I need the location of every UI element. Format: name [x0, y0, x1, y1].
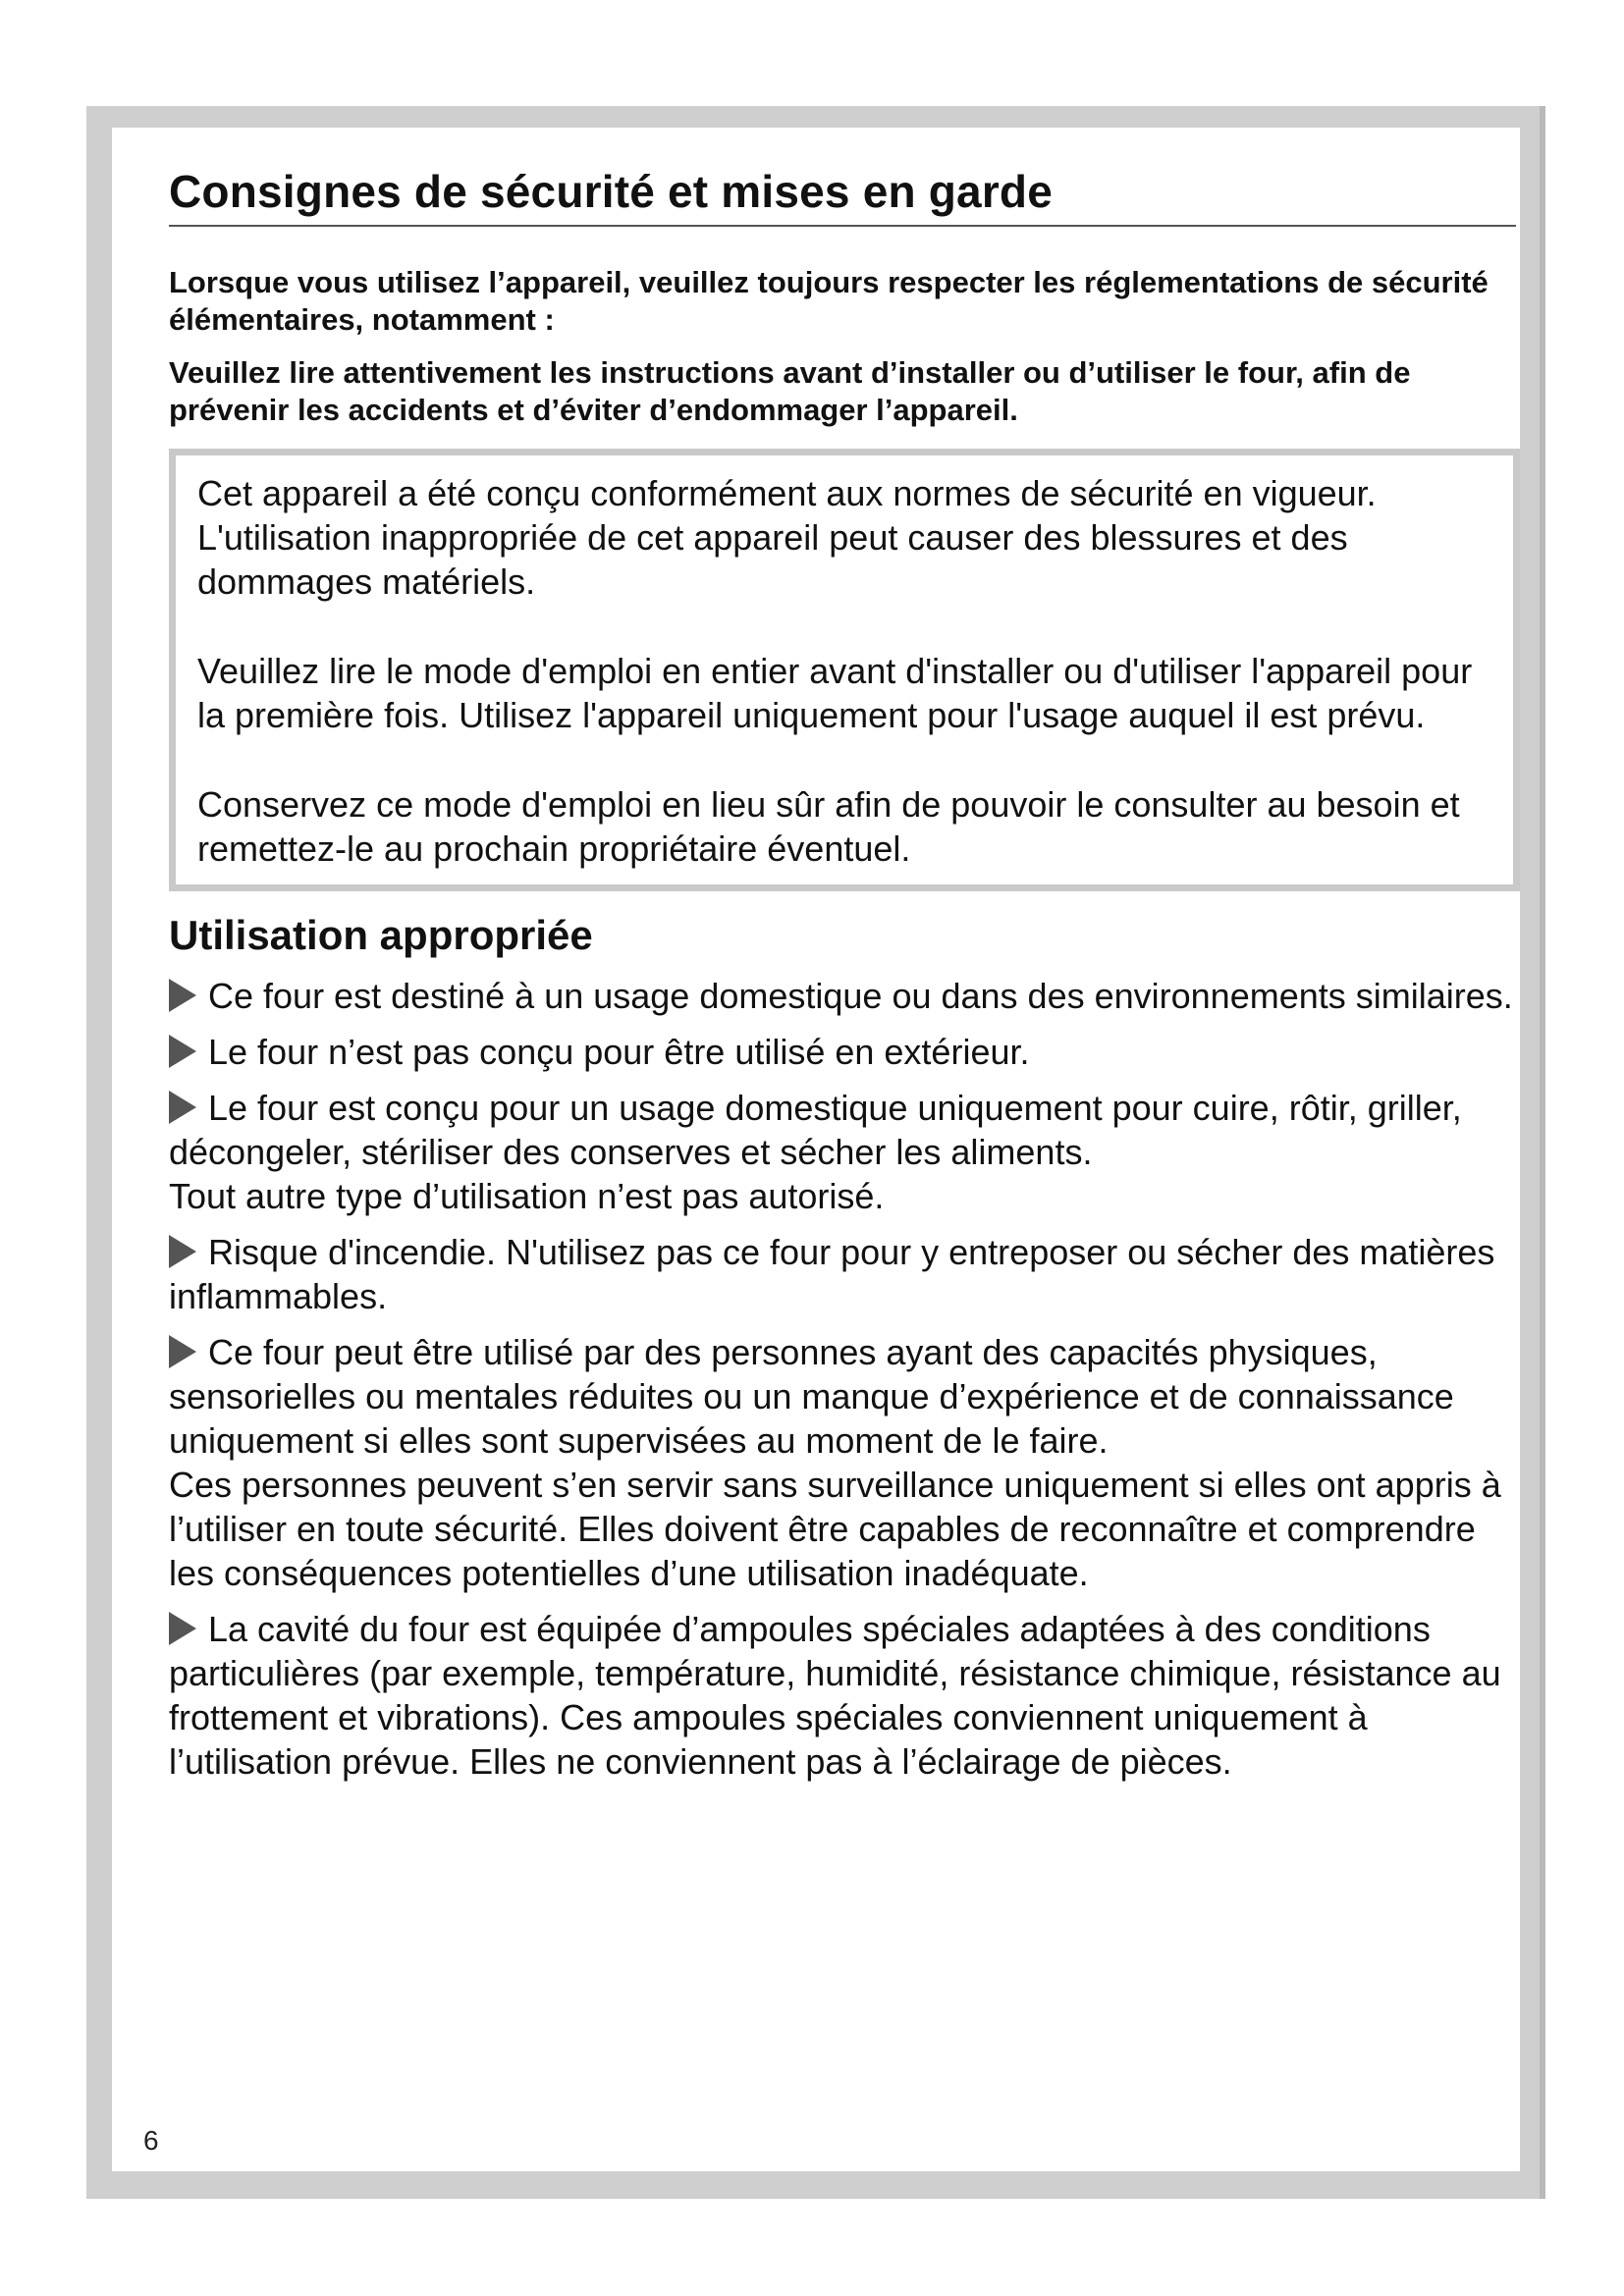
play-triangle-icon	[169, 1612, 196, 1645]
notice-paragraph: Veuillez lire le mode d'emploi en entier avant d'installer ou d'utiliser l'appareil pour la première fois. Utilisez l'appareil uniquement pour l'usage auquel il est prévu.	[197, 651, 1473, 735]
play-triangle-icon	[169, 979, 196, 1012]
list-item	[169, 1230, 1516, 1318]
notice-paragraph: Cet appareil a été conçu conformément aux normes de sécurité en vigueur. L'utilisation inappropriée de cet appareil peut causer des blessures et des dommages matériels.	[197, 473, 1377, 602]
list-item-text: La cavité du four est équipée d’ampoules spéciales adaptées à des conditions particulières (par exemple, température, humidité, résistance chimique, résistance au frottement et vibrations). Ces ampoules spéciales conviennent uniquement à l’utilisation prévue. Elles ne conviennent pas à l’éclairage de pièces.	[169, 1609, 1501, 1782]
list-item	[169, 1330, 1516, 1595]
notice-paragraph: Conservez ce mode d'emploi en lieu sûr afin de pouvoir le consulter au besoin et remettez-le au prochain propriétaire éventuel.	[197, 784, 1460, 869]
list-item	[169, 974, 1516, 1018]
usage-list	[169, 974, 1516, 1784]
list-item-text: Ce four peut être utilisé par des personnes ayant des capacités physiques, sensorielles ou mentales réduites ou un manque d’expérience et de connaissance uniquement si elles sont supervisées au moment de le faire.	[169, 1332, 1454, 1461]
page-number: 6	[143, 2125, 159, 2156]
play-triangle-icon	[169, 1235, 196, 1268]
intro-paragraph-read-instructions: Veuillez lire attentivement les instructions avant d’installer ou d’utiliser le four, afin de prévenir les accidents et d’éviter d’endommager l’appareil.	[169, 355, 1411, 427]
list-item	[169, 1086, 1516, 1218]
list-item-text: Le four est conçu pour un usage domestique uniquement pour cuire, rôtir, griller, décongeler, stériliser des conserves et sécher les aliments.	[169, 1088, 1462, 1172]
play-triangle-icon	[169, 1335, 196, 1368]
intro-paragraph-safety: Lorsque vous utilisez l’appareil, veuillez toujours respecter les réglementations de sécurité élémentaires, notamment :	[169, 265, 1489, 337]
play-triangle-icon	[169, 1091, 196, 1124]
page-content	[169, 164, 1516, 1795]
page-frame	[86, 106, 1545, 2199]
list-item	[169, 1030, 1516, 1074]
list-item-text: Ce four est destiné à un usage domestique ou dans des environnements similaires.	[208, 976, 1513, 1016]
section-heading: Utilisation appropriée	[169, 912, 593, 958]
safety-notice-box	[169, 449, 1520, 891]
list-item-continuation: Tout autre type d’utilisation n’est pas autorisé.	[169, 1176, 885, 1216]
play-triangle-icon	[169, 1035, 196, 1068]
list-item-text: Le four n’est pas conçu pour être utilisé en extérieur.	[208, 1032, 1030, 1072]
list-item-text: Risque d'incendie. N'utilisez pas ce four pour y entreposer ou sécher des matières inflammables.	[169, 1232, 1495, 1316]
list-item	[169, 1607, 1516, 1784]
list-item-continuation: Ces personnes peuvent s’en servir sans surveillance uniquement si elles ont appris à l’utiliser en toute sécurité. Elles doivent être capables de reconnaître et comprendre les conséquences potentielles d’une utilisation inadéquate.	[169, 1465, 1501, 1593]
page-title: Consignes de sécurité et mises en garde	[169, 164, 1516, 227]
